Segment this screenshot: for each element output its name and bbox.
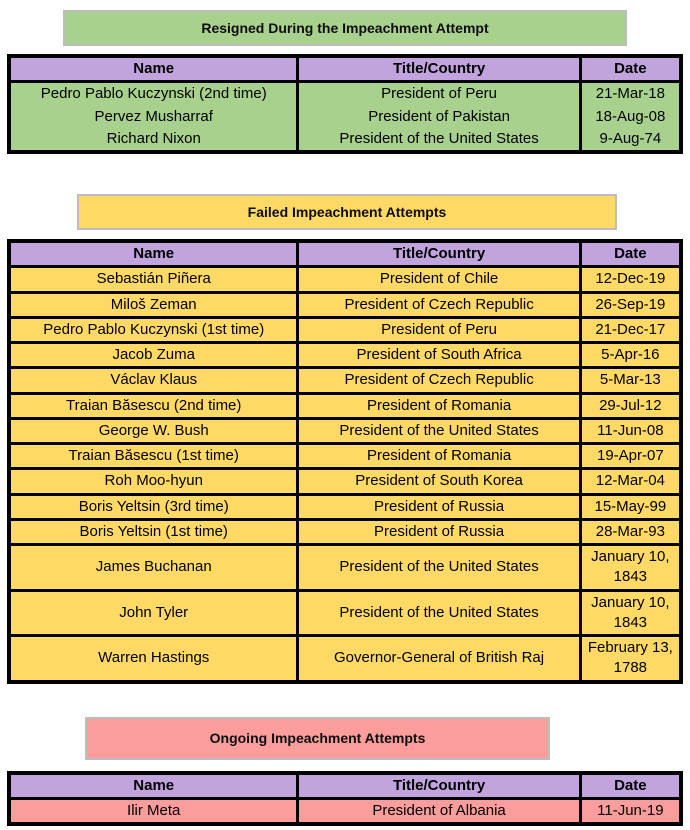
name-cell: Boris Yeltsin (1st time): [9, 519, 298, 544]
column-header-name: Name: [9, 56, 298, 82]
date-cell: January 10, 1843: [580, 545, 681, 591]
name-cell: John Tyler: [9, 590, 298, 636]
table-row: [9, 494, 681, 519]
date-cell: 29-Jul-12: [580, 393, 681, 418]
date-cell: 12-Mar-04: [580, 469, 681, 494]
date-cell: 11-Jun-08: [580, 418, 681, 443]
column-header-title-country: Title/Country: [298, 241, 580, 267]
date-cell: 21-Dec-17: [580, 317, 681, 342]
table-row: [9, 590, 681, 636]
section-ongoing: [0, 717, 690, 827]
column-header-name: Name: [9, 241, 298, 267]
title-country-cell: President of the United States: [298, 128, 580, 152]
table-row: [9, 292, 681, 317]
title-country-cell: President of the United States: [298, 590, 580, 636]
title-country-cell: President of Albania: [298, 798, 580, 824]
name-cell: Boris Yeltsin (3rd time): [9, 494, 298, 519]
name-cell: Miloš Zeman: [9, 292, 298, 317]
title-country-cell: President of Czech Republic: [298, 368, 580, 393]
name-cell: Traian Băsescu (1st time): [9, 444, 298, 469]
table-row: [9, 317, 681, 342]
column-header-date: Date: [580, 773, 681, 799]
table-header-row: [9, 773, 681, 799]
date-cell: 5-Apr-16: [580, 343, 681, 368]
section-title-banner: [85, 717, 550, 760]
table-row: [9, 636, 681, 682]
name-cell: Warren Hastings: [9, 636, 298, 682]
table-header-row: [9, 241, 681, 267]
name-cell: Václav Klaus: [9, 368, 298, 393]
table-row: [9, 444, 681, 469]
column-header-name: Name: [9, 773, 298, 799]
table-row: [9, 267, 681, 292]
date-cell: 19-Apr-07: [580, 444, 681, 469]
title-country-cell: President of Russia: [298, 494, 580, 519]
table-row: [9, 128, 681, 152]
ongoing-table: [7, 771, 683, 827]
section-resigned: [0, 10, 690, 154]
date-cell: 21-Mar-18: [580, 82, 681, 106]
date-cell: 26-Sep-19: [580, 292, 681, 317]
title-country-cell: Governor-General of British Raj: [298, 636, 580, 682]
date-cell: 18-Aug-08: [580, 106, 681, 128]
table-row: [9, 469, 681, 494]
date-cell: February 13, 1788: [580, 636, 681, 682]
name-cell: Richard Nixon: [9, 128, 298, 152]
section-title-banner: [77, 194, 617, 230]
table-row: [9, 106, 681, 128]
title-country-cell: President of Pakistan: [298, 106, 580, 128]
table-row: [9, 82, 681, 106]
section-title: Resigned During the Impeachment Attempt: [201, 20, 489, 36]
title-country-cell: President of the United States: [298, 545, 580, 591]
name-cell: Pedro Pablo Kuczynski (1st time): [9, 317, 298, 342]
column-header-title-country: Title/Country: [298, 56, 580, 82]
table-row: [9, 393, 681, 418]
section-title: Ongoing Impeachment Attempts: [209, 730, 426, 746]
name-cell: James Buchanan: [9, 545, 298, 591]
name-cell: Sebastián Piñera: [9, 267, 298, 292]
section-title: Failed Impeachment Attempts: [247, 204, 447, 220]
name-cell: Ilir Meta: [9, 798, 298, 824]
title-country-cell: President of South Africa: [298, 343, 580, 368]
impeachment-tables-page: [0, 10, 690, 830]
title-country-cell: President of South Korea: [298, 469, 580, 494]
name-cell: Jacob Zuma: [9, 343, 298, 368]
column-header-date: Date: [580, 56, 681, 82]
section-title-banner: [63, 10, 627, 46]
table-row: [9, 343, 681, 368]
name-cell: Pervez Musharraf: [9, 106, 298, 128]
table-header-row: [9, 56, 681, 82]
date-cell: 5-Mar-13: [580, 368, 681, 393]
table-row: [9, 418, 681, 443]
section-failed: [0, 194, 690, 684]
column-header-title-country: Title/Country: [298, 773, 580, 799]
date-cell: 12-Dec-19: [580, 267, 681, 292]
title-country-cell: President of Chile: [298, 267, 580, 292]
table-row: [9, 519, 681, 544]
title-country-cell: President of Russia: [298, 519, 580, 544]
title-country-cell: President of Romania: [298, 444, 580, 469]
title-country-cell: President of Romania: [298, 393, 580, 418]
name-cell: Pedro Pablo Kuczynski (2nd time): [9, 82, 298, 106]
failed-table: [7, 239, 683, 684]
date-cell: 11-Jun-19: [580, 798, 681, 824]
resigned-table: [7, 54, 683, 154]
title-country-cell: President of Peru: [298, 317, 580, 342]
title-country-cell: President of the United States: [298, 418, 580, 443]
name-cell: Traian Băsescu (2nd time): [9, 393, 298, 418]
name-cell: George W. Bush: [9, 418, 298, 443]
title-country-cell: President of Czech Republic: [298, 292, 580, 317]
table-row: [9, 545, 681, 591]
table-row: [9, 368, 681, 393]
date-cell: 15-May-99: [580, 494, 681, 519]
column-header-date: Date: [580, 241, 681, 267]
date-cell: 9-Aug-74: [580, 128, 681, 152]
table-row: [9, 798, 681, 824]
date-cell: 28-Mar-93: [580, 519, 681, 544]
title-country-cell: President of Peru: [298, 82, 580, 106]
name-cell: Roh Moo-hyun: [9, 469, 298, 494]
date-cell: January 10, 1843: [580, 590, 681, 636]
